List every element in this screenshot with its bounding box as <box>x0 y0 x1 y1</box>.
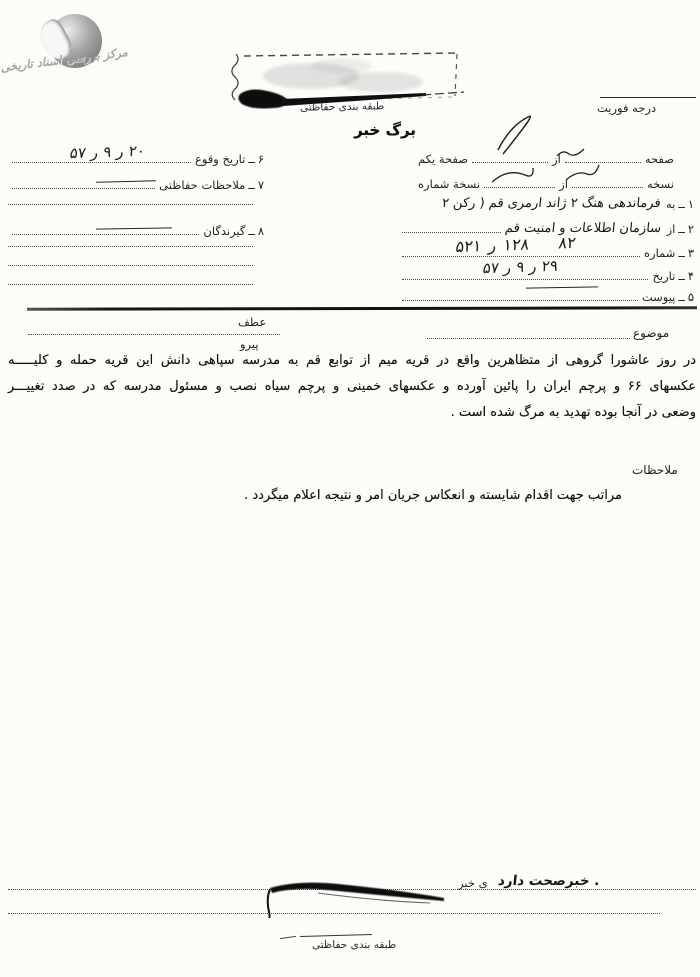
reference-peyrow-label: پیرو <box>240 337 259 351</box>
dotted-line <box>8 265 253 266</box>
date-separator: ر <box>528 257 538 276</box>
item-number: ۳ <box>687 246 694 260</box>
item-number: ۷ <box>257 178 264 192</box>
handwritten-tick <box>280 936 296 939</box>
classification-strike-line <box>300 934 372 937</box>
classification-label-bottom: طبقه بندی حفاظتی <box>312 939 397 951</box>
report-body-line-2: عکسهای ۶۶ و پرچم ایران را پائین آورده و عکسهای خمینی و پرچم سیاه نصب و مسئول مدرسه که در صدد تغییـــر <box>8 379 697 394</box>
remarks-header: ملاحظات <box>632 463 678 477</box>
remarks-text: مراتب جهت اقدام شایسته و انعکاس جریان امر و نتیجه اعلام میگردد . <box>244 488 622 503</box>
urgency-label: درجه فوریت <box>597 101 657 115</box>
serial-separator: ر <box>487 235 498 255</box>
dotted-line <box>28 334 280 335</box>
page-first-label: صفحة يكم <box>418 152 469 166</box>
item-dash: ــ <box>678 198 685 211</box>
date-part: ۲۰ <box>127 141 147 161</box>
date-part: ۵۷ <box>68 143 88 163</box>
archive-watermark-text: مرکز بررسی اسناد تاریخی <box>0 44 129 75</box>
form-item-8 <box>8 224 264 238</box>
date-part: ۵۷ <box>481 258 501 278</box>
item-dash: ــ <box>678 247 685 260</box>
date-part: ۹ <box>515 257 526 277</box>
item-dash: ــ <box>678 223 685 236</box>
item-number: ۲ <box>687 222 694 236</box>
item-number: ۴ <box>687 269 694 283</box>
report-body-line-1: در روز عاشورا گروهی از متظاهرین واقع در قریه میم از توابع قم به مدرسه سپاهی دانش این قریه حمله و کلیـــــه <box>8 353 696 368</box>
report-body-line-3: وضعی در آنجا بوده تهدید به مرگ شده است . <box>450 405 696 420</box>
handwritten-dash <box>526 286 598 288</box>
item-number: ۸ <box>257 224 264 238</box>
item-number: ۵ <box>687 290 694 304</box>
item-number: ۱ <box>687 197 694 211</box>
item-number: ۶ <box>257 152 264 166</box>
handwritten-evaluation-value: خبرصحت دارد . <box>497 873 601 889</box>
dotted-line <box>8 284 253 285</box>
classification-label-top: طبقه بندی حفاظتی <box>299 100 385 114</box>
item-dash: ــ <box>678 291 685 304</box>
copy-last-label: نسخه <box>646 177 675 191</box>
date-separator: ر <box>115 142 125 161</box>
evaluation-label: ی خبر <box>458 876 488 890</box>
item-attachment-label: پیوست <box>641 290 676 304</box>
item-dash: ــ <box>678 270 685 283</box>
dotted-leader <box>402 276 648 280</box>
handwritten-to-value: فرماندهی هنگ ۲ ژاند ارمری قم ( رکن ۲ <box>441 196 662 211</box>
dotted-line <box>8 204 253 205</box>
right-items-column <box>398 0 694 320</box>
page-of-label: از <box>552 152 561 166</box>
handwritten-date-value <box>482 257 559 278</box>
left-items-column <box>8 0 264 320</box>
ink-swoosh <box>270 883 444 901</box>
serial-part: ۵۲۱ <box>454 236 483 257</box>
handwritten-occurrence-date <box>69 142 146 163</box>
reference-atf-label: عطف <box>238 315 267 329</box>
date-part: ۲۹ <box>540 256 560 276</box>
dotted-line <box>8 913 660 914</box>
handwritten-from-value: سازمان اطلاعات و امنیت قم <box>504 221 663 236</box>
copy-first-label: نسخة شماره <box>418 177 481 191</box>
date-part: ۹ <box>102 142 113 162</box>
dotted-leader <box>12 185 155 189</box>
dotted-leader <box>402 229 501 233</box>
item-dash: ــ <box>248 179 255 192</box>
serial-part: ۸۲ <box>557 232 577 253</box>
page-last-label: صفحه <box>644 152 674 166</box>
stamp-smudge <box>311 58 371 74</box>
subject-label: موضوع <box>633 326 670 340</box>
footer-ink-smudge <box>258 876 458 918</box>
date-separator: ر <box>502 258 513 277</box>
date-separator: ر <box>89 143 100 162</box>
copy-of-label: از <box>559 177 568 191</box>
item-recipients-label: گیرندگان <box>203 224 246 238</box>
item-date-label: تاریخ <box>652 269 676 283</box>
item-dash: ــ <box>248 153 255 166</box>
form-title: برگ خبر <box>354 121 416 139</box>
dotted-leader <box>402 297 638 301</box>
item-serial-label: شماره <box>643 246 676 260</box>
dotted-line <box>427 338 630 339</box>
item-to-label: به <box>665 197 676 211</box>
form-item-1 <box>398 196 694 211</box>
serial-part: ۱۲۸ <box>502 234 531 255</box>
item-dash: ــ <box>248 225 255 238</box>
form-item-5 <box>398 290 694 304</box>
item-security-remarks-label: ملاحظات حفاظتی <box>159 178 246 192</box>
dotted-leader <box>12 231 199 235</box>
dotted-line <box>8 246 253 247</box>
item-from-label: از <box>666 222 676 236</box>
item-occurrence-date-label: تاریخ وقوع <box>194 152 246 166</box>
